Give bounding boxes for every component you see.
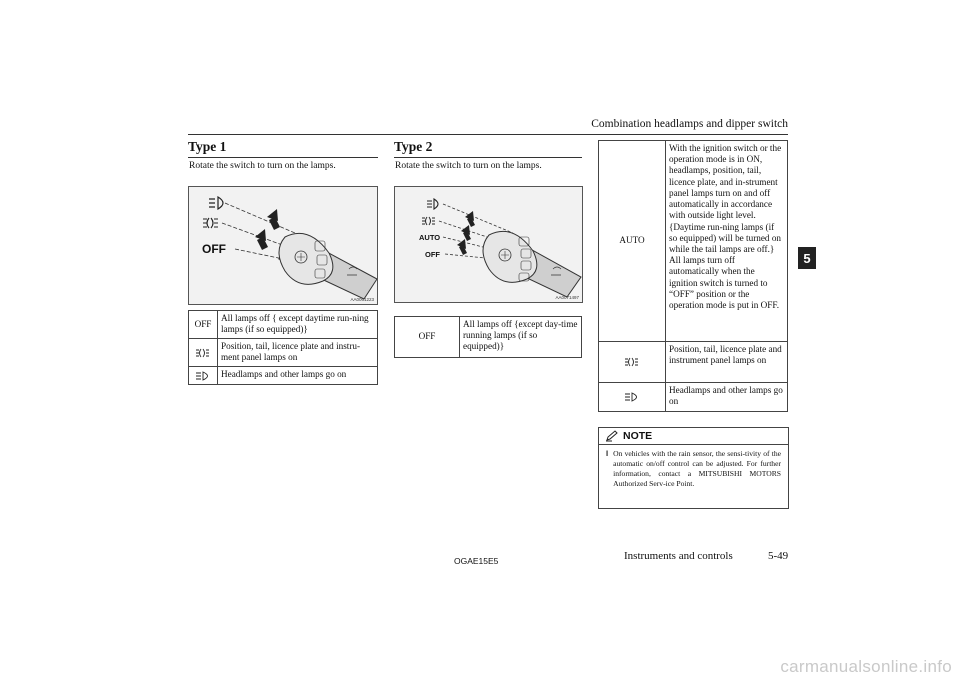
footer-section-title: Instruments and controls	[624, 550, 733, 562]
headlamp-icon	[624, 392, 640, 402]
position-lamp-icon	[422, 217, 435, 225]
page-number: 5-49	[768, 550, 789, 562]
key-cell: OFF	[395, 317, 460, 358]
note-pencil-icon	[605, 430, 619, 442]
description-cell: Position, tail, licence plate and instru-ment panel lamps on	[218, 339, 378, 367]
type1-legend-table	[188, 310, 378, 385]
type1-intro: Rotate the switch to turn on the lamps.	[189, 161, 336, 171]
description-cell: Position, tail, licence plate and instrument panel lamps on	[666, 342, 788, 383]
watermark: carmanualsonline.info	[780, 657, 952, 676]
table-row	[599, 342, 788, 383]
running-header-title: Combination headlamps and dipper switch	[591, 118, 788, 130]
type1-figure	[188, 186, 378, 305]
type2-heading: Type 2	[394, 139, 433, 154]
type2-figure	[394, 186, 583, 303]
combination-switch-illustration	[189, 187, 377, 304]
table-row	[189, 311, 378, 339]
figure-code: AA0071497	[555, 295, 579, 300]
headlamp-icon	[427, 199, 438, 209]
headlamp-icon	[209, 197, 223, 209]
note-bullet: l	[606, 449, 609, 458]
off-label: OFF	[425, 250, 440, 259]
document-code: OGAE15E5	[454, 556, 499, 566]
chapter-tab: 5	[798, 247, 816, 269]
type2-legend-table	[394, 316, 582, 358]
position-lamp-icon	[203, 218, 218, 228]
headlamp-icon	[195, 371, 211, 381]
header-rule	[188, 134, 788, 135]
note-box	[598, 427, 789, 509]
type1-section	[188, 139, 378, 158]
description-cell: All lamps off { except daytime run-ning lamps (if so equipped)}	[218, 311, 378, 339]
key-cell	[599, 342, 666, 383]
auto-label: AUTO	[419, 233, 441, 242]
table-row	[189, 339, 378, 367]
type1-heading: Type 1	[188, 139, 227, 154]
description-cell: Headlamps and other lamps go on	[218, 367, 378, 385]
note-label: NOTE	[623, 430, 653, 442]
description-cell: With the ignition switch or the operation mode is in ON, headlamps, position, tail, licence plate, and in-strument panel lamps turn on and off automatically in accordance with outside light level. {Daytime run-ning lamps (if so equipped) will be turned on while the tail lamps are off.} All lamps turn off automatically when the ignition switch is turned to “OFF” position or the operation mode is put in OFF.	[666, 141, 788, 342]
table-row	[189, 367, 378, 385]
key-cell	[189, 367, 218, 385]
key-cell: OFF	[189, 311, 218, 339]
description-cell: Headlamps and other lamps go on	[666, 383, 788, 412]
type2-heading-rule	[394, 157, 582, 158]
note-header	[599, 428, 788, 445]
type1-heading-rule	[188, 157, 378, 158]
note-text: On vehicles with the rain sensor, the sensi-tivity of the automatic on/off control can be adjusted. For further information, contact a MITSUBISHI MOTORS Authorized Serv-ice Point.	[613, 449, 781, 488]
description-cell: All lamps off {except day-time running lamps (if so equipped)}	[460, 317, 582, 358]
type2-intro: Rotate the switch to turn on the lamps.	[395, 161, 542, 171]
table-row	[599, 141, 788, 342]
note-body	[599, 445, 788, 492]
table-row	[599, 383, 788, 412]
type2-continued-table	[598, 140, 788, 412]
type2-section	[394, 139, 582, 158]
key-cell	[189, 339, 218, 367]
position-lamp-icon	[195, 348, 211, 358]
combination-switch-illustration	[395, 187, 582, 302]
figure-code: AA0061223	[350, 297, 374, 302]
table-row	[395, 317, 582, 358]
key-cell	[599, 383, 666, 412]
position-lamp-icon	[624, 357, 640, 367]
key-cell: AUTO	[599, 141, 666, 342]
off-label: OFF	[202, 242, 226, 256]
